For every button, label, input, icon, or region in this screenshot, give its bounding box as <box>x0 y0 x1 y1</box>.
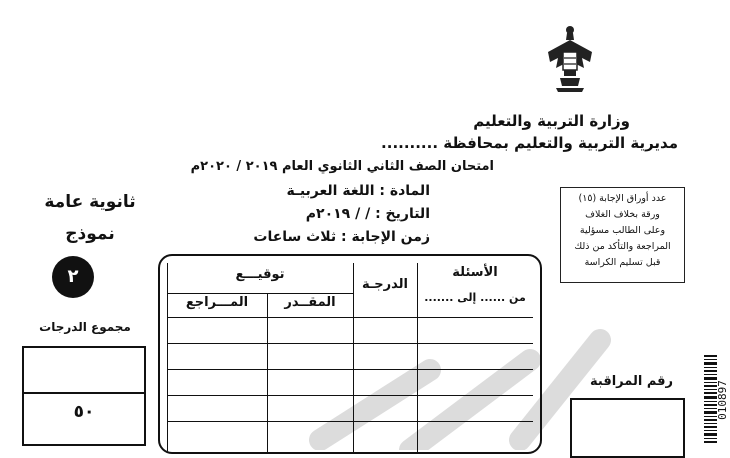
table-row <box>167 343 533 344</box>
barcode <box>704 355 730 445</box>
model-number-badge: ٢ <box>52 256 94 298</box>
table-border <box>167 263 168 454</box>
subject-line: المادة : اللغة العربيـة <box>286 183 430 199</box>
total-grades-box <box>22 346 146 446</box>
questions-header: الأسئلة <box>452 265 498 280</box>
monitoring-number-box <box>570 398 685 458</box>
table-row <box>167 421 533 422</box>
answer-sheets-notice <box>560 187 685 283</box>
total-grades-value: ٥٠ <box>73 402 95 422</box>
monitoring-number-label: رقم المراقبة <box>590 374 674 389</box>
duration-line: زمن الإجابة : ثلاث ساعات <box>253 229 430 245</box>
notice-line: قبل تسليم الكراسة <box>584 257 661 268</box>
questions-range: من ...... إلى ....... <box>424 291 526 304</box>
date-line: التاريخ : / / ٢٠١٩م <box>305 206 430 222</box>
total-grades-label: مجموع الدرجات <box>39 320 131 334</box>
directorate-name: مديرية التربية والتعليم بمحافظة .......... <box>381 134 678 152</box>
ministry-name: وزارة التربية والتعليم <box>473 112 630 130</box>
table-row <box>167 317 533 318</box>
eagle-emblem-icon <box>546 22 594 94</box>
notice-line: وعلى الطالب مسؤلية <box>579 225 666 236</box>
table-row <box>167 369 533 370</box>
table-row <box>167 395 533 396</box>
table-divider <box>167 293 353 294</box>
grade-header: الدرجـة <box>361 277 409 292</box>
model-label: نموذج <box>65 224 115 244</box>
notice-line: ورقة بخلاف الغلاف <box>585 209 660 220</box>
signature-header: توقيـــع <box>235 267 285 282</box>
notice-line: المراجعة والتأكد من ذلك <box>574 241 671 252</box>
level-label: ثانوية عامة <box>44 192 136 212</box>
exam-title: امتحان الصف الثاني الثانوي العام ٢٠١٩ / ٢٠٢٠م <box>190 159 494 174</box>
grades-table <box>158 254 542 454</box>
estimator-header: المقــدر <box>284 295 336 310</box>
reviewer-header: المـــراجع <box>185 295 249 310</box>
barcode-number: 010897 <box>716 380 729 420</box>
total-grades-divider <box>22 392 146 394</box>
notice-line: عدد أوراق الإجابة (١٥) <box>578 193 667 204</box>
